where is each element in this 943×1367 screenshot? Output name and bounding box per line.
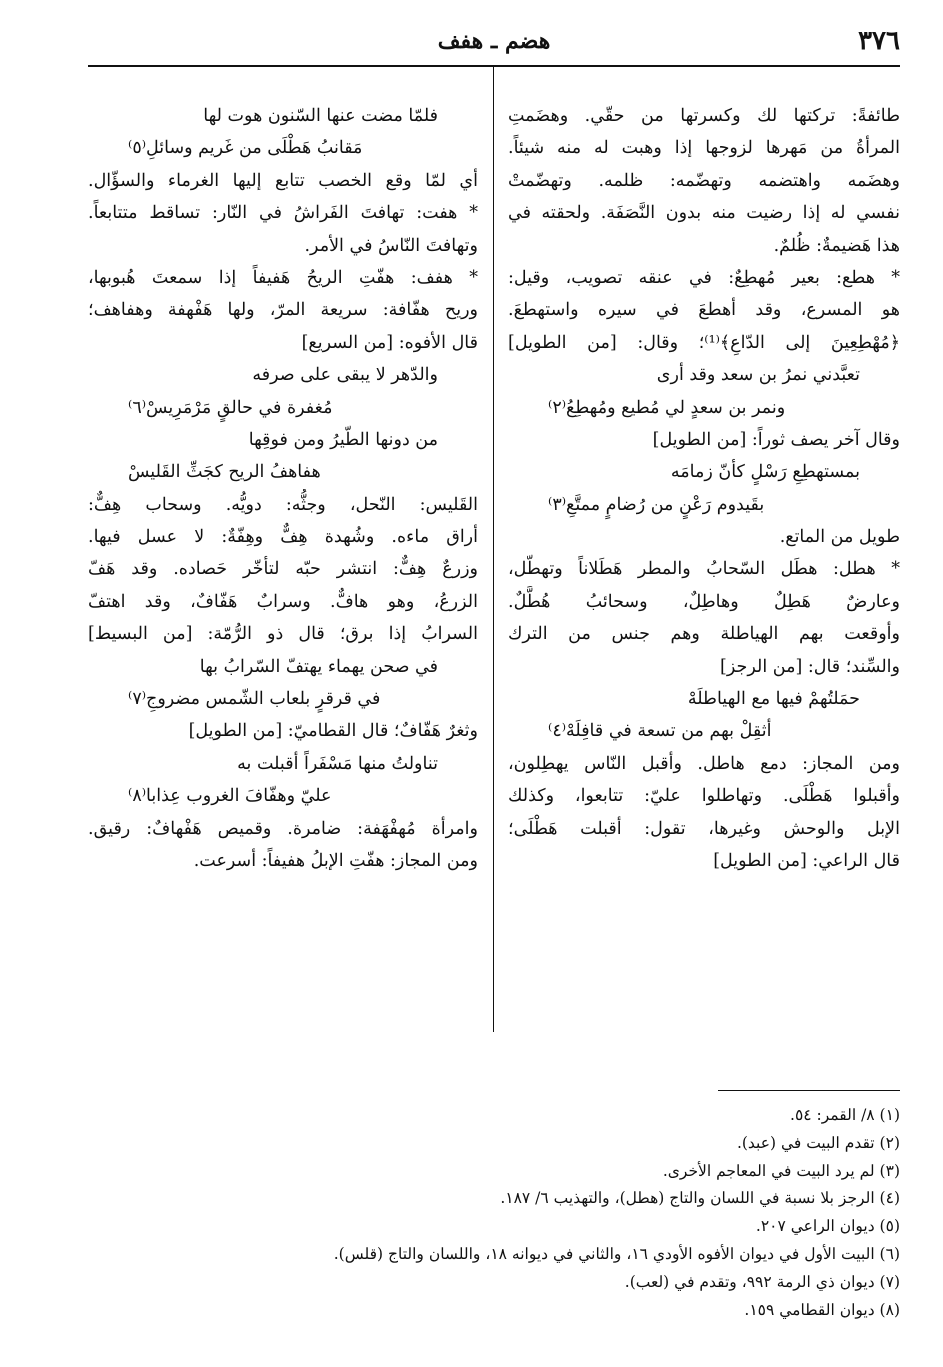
verse-line: بقَيدوم رَعْنٍ من رُضامٍ ممتَّعِ⁽٣⁾	[548, 494, 765, 515]
text-line: ومن المجاز: دمع هاطل. وأقبل النّاس يهطِلون،	[508, 753, 900, 774]
text-line: طائفةً: تركتها لك وكسرتها من حقّي. وهضَمتِ	[508, 106, 900, 126]
page-header	[88, 22, 900, 66]
verse-line: ونمر بن سعدٍ لي مُطيع ومُهطِعُ⁽٢⁾	[548, 397, 786, 418]
verse-line: من دونها الطّيرُ ومن فوقِها	[248, 429, 438, 450]
text-line: القَليس: النّحل، وجثُّه: دويُّه. وسحاب هِفٌّ:	[88, 494, 478, 515]
text-line: هذا هَضيمةٌ: ظُلمٌ.	[773, 235, 900, 256]
verse-line: فلمّا مضت عنها السّنون هوت لها	[203, 106, 438, 126]
footnote: (٨) ديوان القطامي ١٥٩.	[744, 1300, 900, 1319]
text-line: والسِّند؛ قال: [من الرجز]	[720, 656, 900, 677]
text-line: الإبل والوحش وغيرها، تقول: أقبلت هَطْلَى؛	[508, 818, 900, 839]
verse-line: والدّهر لا يبقى على صرفه	[252, 365, 438, 386]
text-line: قال الأفوه: [من السريع]	[301, 332, 478, 353]
text-line: السرابُ إذا برق؛ قال ذو الرُّمّة: [من البسيط]	[88, 624, 478, 645]
text-line: وأقبلوا هَطْلَى. وتهاطلوا عليّ: تتابعوا، وكذلك	[508, 786, 900, 807]
text-line: وأوقعت بهم الهياطلة وهم جنس من الترك	[508, 624, 900, 645]
text-line: هو المسرع، وقد أهطعَ في سيره واستهطعَ.	[508, 300, 900, 321]
entry-line: * هفف: هفّتِ الريحُ هَفيفاً إذا سمعتَ هُبوبها،	[88, 267, 478, 288]
footnotes	[88, 1102, 900, 1324]
header-rule	[88, 65, 900, 67]
text-line: وثغرٌ هَفّافٌ؛ قال القطاميّ: [من الطويل]	[188, 721, 478, 742]
text-line: وهضَمه واهتضمه وتهضّمه: ظلمه. وتهضّمتْ	[508, 170, 900, 191]
text-line: ﴿مُهْطِعِينَ إلى الدّاعِ﴾⁽¹⁾؛ وقال: [من الطويل]	[508, 332, 900, 353]
text-line: الزرعُ، وهو هافٌّ. وسرابٌ هَفّافٌ، وقد اهتفّ	[88, 591, 478, 612]
text-line: وريح هفّافة: سريعة المرّ، ولها هَفْهفة وهفاهف؛	[88, 300, 478, 321]
footnote: (٢) تقدم البيت في (عبد).	[736, 1133, 900, 1152]
verse-line: هفاهفُ الريح كجَثِّ القَليسْ	[128, 462, 321, 483]
text-line: ومن المجاز: هفّتِ الإبلُ هفيفاً: أسرعت.	[193, 850, 478, 871]
entry-line: * هطل: هطَل السّحابُ والمطر هَطَلاناً وتهطّل،	[508, 559, 900, 580]
page-number: ٣٧٦	[858, 26, 900, 56]
dictionary-page	[88, 22, 900, 1342]
text-line: وعارضٌ هَطِلٌ وهاطِلٌ، وسحائبُ هُطَّلٌ.	[508, 591, 900, 612]
entry-line: * هفت: تهافتَ الفَراشُ في النّار: تساقط متتابعاً.	[88, 203, 478, 224]
footnote: (٧) ديوان ذي الرمة ٩٩٢، وتقدم في (لعب).	[624, 1272, 900, 1291]
verse-line: عليّ وهفّافَ الغروب عِذابا⁽٨⁾	[128, 786, 332, 807]
text-line: نفسي له إذا رضيت منه بدون النَّصَفَة. ولحقته في	[508, 203, 900, 224]
running-head: هضم ـ هفف	[437, 28, 551, 54]
footnote: (٥) ديوان الراعي ٢٠٧.	[755, 1217, 900, 1236]
footnote: (٣) لم يرد البيت في المعاجم الأخرى.	[662, 1161, 900, 1180]
footnote: (٦) البيت الأول في ديوان الأفوه الأودي ١٦، والثاني في ديوانه ١٨، واللسان والتاج (قلس).	[333, 1244, 900, 1263]
text-line: المرأةُ من مَهرها لزوجها إذا وهبت له منه شيئاً.	[508, 138, 900, 159]
verse-line: في قرقرٍ بلعاب الشّمس مضروجِ⁽٧⁾	[128, 689, 381, 710]
verse-line: مَقانبُ هَطْلَى من غَريم وسائلِ⁽٥⁾	[128, 138, 363, 159]
entry-line: * هطع: بعير مُهطِعٌ: في عنقه تصويب، وقيل:	[508, 267, 900, 288]
verse-line: بمستهطِعِ رَسْلٍ كأنّ زمامَه	[670, 462, 860, 483]
verse-line: في صحن يهماء يهتفّ السّرابُ بها	[199, 656, 438, 677]
left-column	[88, 100, 478, 877]
text-line: أراق ماءه. وشُهدة هِفٌّ وهِفّةٌ: لا عسل فيها.	[88, 527, 478, 548]
text-line: وقال آخر يصف ثوراً: [من الطويل]	[652, 429, 900, 450]
footnote: (١) ٨/ القمر: ٥٤.	[790, 1106, 900, 1124]
verse-line: تناولتُ منها مَسْفَراً أقبلت به	[237, 753, 438, 774]
text-line: وتهافتَ النّاسُ في الأمر.	[304, 235, 478, 256]
text-line: طويل من الماتع.	[779, 527, 900, 548]
verse-line: أثقِلْ بهم من تسعة في قافِلَهْ⁽٤⁾	[548, 721, 772, 742]
text-line: وزرعٌ هِفٌّ: انتشر حبّه لتأخّر حَصاده. وقد هَفّ	[88, 559, 478, 580]
footnote-rule	[718, 1090, 900, 1091]
footnote: (٤) الرجز بلا نسبة في اللسان والتاج (هطل)، والتهذيب ٦/ ١٨٧.	[500, 1189, 900, 1208]
column-divider	[493, 66, 494, 1032]
verse-line: مُغفرة في حالقٍ مَرْمَرِيسْ⁽٦⁾	[128, 397, 333, 418]
text-line: قال الراعي: [من الطويل]	[713, 850, 900, 871]
right-column	[508, 100, 900, 877]
verse-line: حمَلتُهمْ فيها مع الهياطلَهْ	[687, 689, 860, 710]
verse-line: تعبَّدني نمرُ بن سعد وقد أرى	[656, 365, 860, 386]
text-line: أي لمّا وقع الخصب تتابع إليها الغرماء والسؤّال.	[88, 170, 478, 191]
text-line: وامرأة مُهفْهَفة: ضامرة. وقميص هَفْهافٌ: رقيق.	[88, 818, 478, 839]
